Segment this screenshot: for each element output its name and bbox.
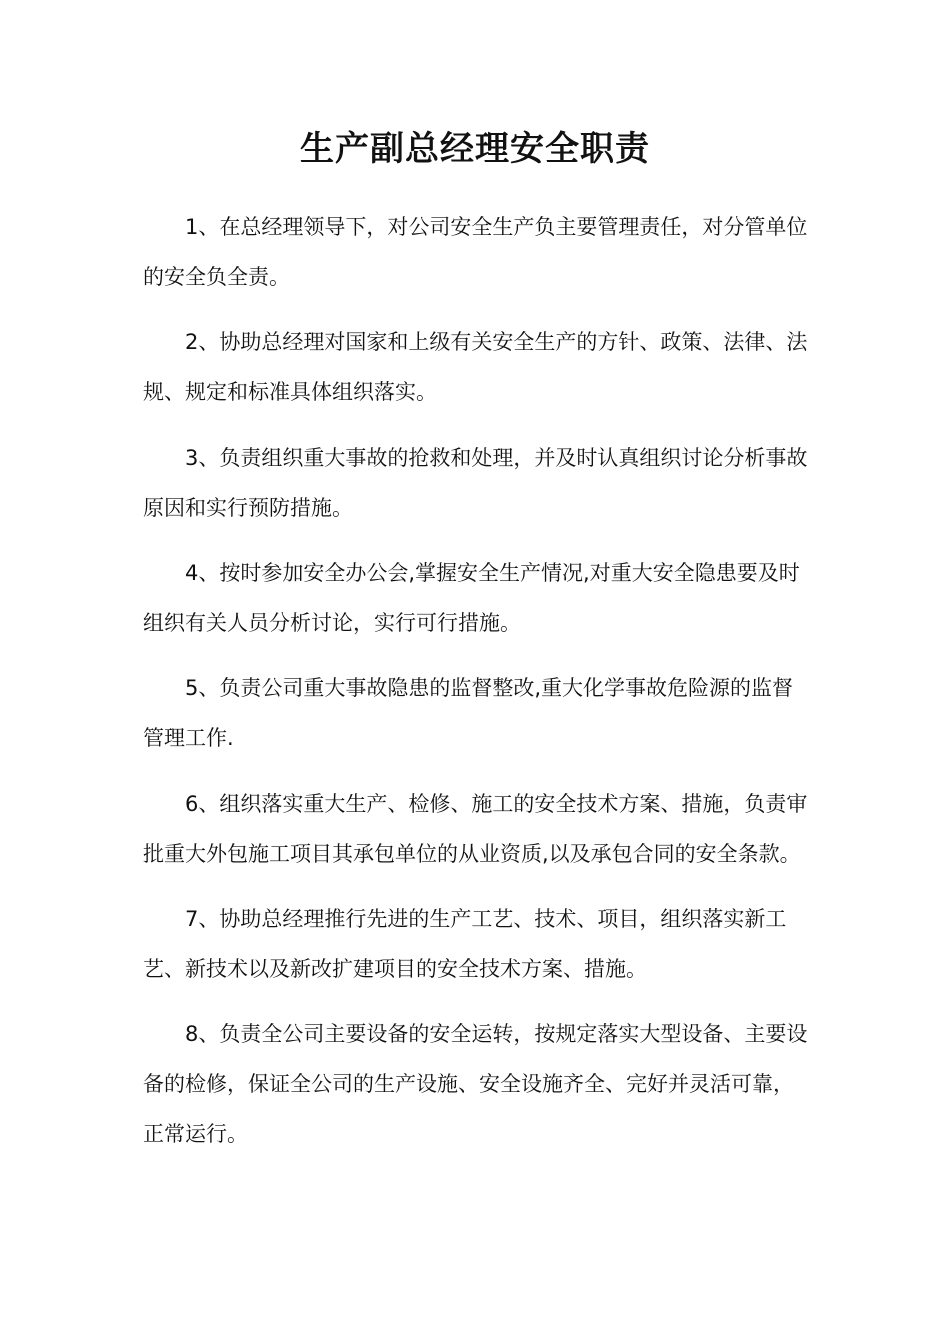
duty-paragraph-6: 6、组织落实重大生产、检修、施工的安全技术方案、措施，负责审批重大外包施工项目其承包单位的从业资质,以及承包合同的安全条款。 bbox=[143, 792, 808, 866]
document-title: 生产副总经理安全职责 bbox=[300, 129, 650, 169]
duty-paragraph-8: 8、负责全公司主要设备的安全运转，按规定落实大型设备、主要设备的检修，保证全公司的生产设施、安全设施齐全、完好并灵活可靠，正常运行。 bbox=[143, 1022, 808, 1146]
duty-paragraph-7: 7、协助总经理推行先进的生产工艺、技术、项目，组织落实新工艺、新技术以及新改扩建项目的安全技术方案、措施。 bbox=[143, 907, 787, 981]
duty-paragraph-3: 3、负责组织重大事故的抢救和处理，并及时认真组织讨论分析事故原因和实行预防措施。 bbox=[143, 446, 808, 520]
duty-paragraph-4: 4、按时参加安全办公会,掌握安全生产情况,对重大安全隐患要及时组织有关人员分析讨论，实行可行措施。 bbox=[143, 561, 800, 635]
duty-paragraph-1: 1、在总经理领导下，对公司安全生产负主要管理责任，对分管单位的安全负全责。 bbox=[143, 215, 808, 289]
duty-paragraph-2: 2、协助总经理对国家和上级有关安全生产的方针、政策、法律、法规、规定和标准具体组织落实。 bbox=[143, 330, 808, 404]
duty-paragraph-5: 5、负责公司重大事故隐患的监督整改,重大化学事故危险源的监督管理工作. bbox=[143, 676, 794, 750]
